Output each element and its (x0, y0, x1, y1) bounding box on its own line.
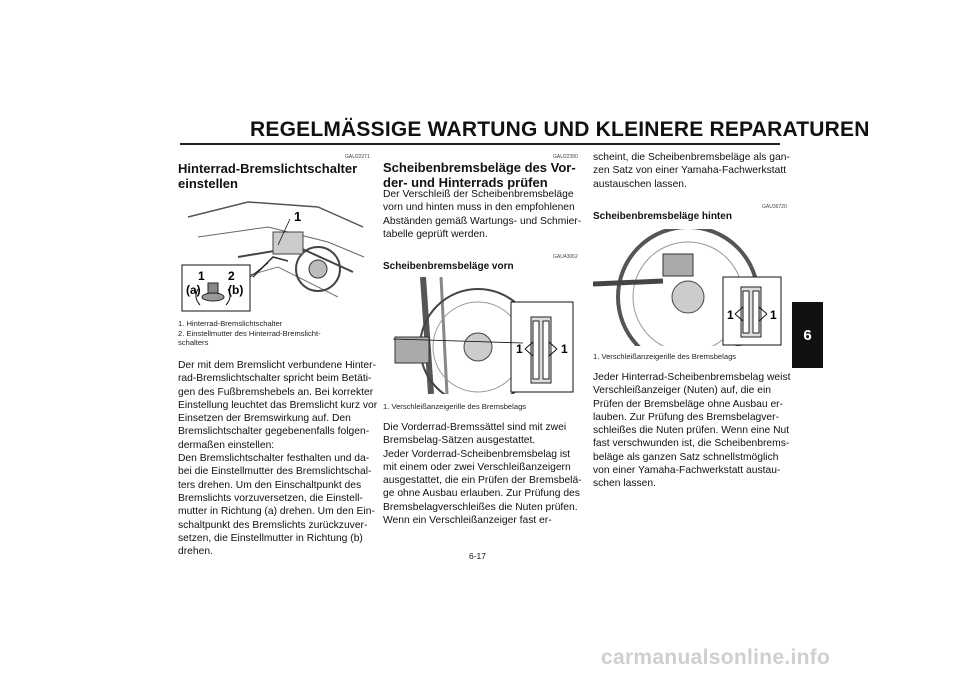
section-heading: Hinterrad-Bremslichtschalter einstellen (178, 161, 358, 191)
chapter-tab[interactable]: 6 (792, 302, 823, 368)
body-text: Der mit dem Bremslicht verbundene Hinter- rad-Bremslichtschalter spricht beim Betäti- gen des Fußbremshebels an. Bei korrekter Einstellung leuchtet das Bremslicht kurz vor Einsetzen der Bremswirkung auf. Den Bremslichtschalter gegebenenfalls folgen- dermaßen einstellen: Den Bremslichtschalter festhalten und da- bei die Einstellmutter des Bremslichtschal- ters drehen. Um den Einschaltpunkt des Bremslichts vorzuversetzen, die Einstell- mutter in Richtung (a) drehen. Um den Ein- schaltpunkt des Bremslichts zurückzuver- setzen, die Einstellmutter in Richtung (b) drehen. (178, 360, 378, 558)
page-title: REGELMÄSSIGE WARTUNG UND KLEINERE REPARATUREN (250, 118, 870, 141)
section-code: GAU22390 (553, 154, 578, 160)
section-code: GAU43062 (553, 254, 578, 260)
body-text: Jeder Hinterrad-Scheibenbremsbelag weist Verschleißanzeiger (Nuten) auf, die ein Prüfen der Bremsbeläge ohne Ausbau er- lauben. Zur Prüfung des Bremsbelagver- schleißes die Nuten prüfen. Wenn eine Nut fast verschwunden ist, die Scheibenbrems- beläge als ganzen Satz schnellstmöglich von einer Yamaha-Fachwerkstatt austau- schen lassen. (593, 372, 791, 490)
intro-text: Der Verschleiß der Scheibenbremsbeläge vorn und hinten muss in den empfohlenen Abständen gemäß Wartungs- und Schmier- tabelle geprüft werden. (383, 189, 582, 240)
intro-text: scheint, die Scheibenbremsbeläge als gan- zen Satz von einer Yamaha-Fachwerkstatt austauschen lassen. (593, 152, 790, 190)
front-brake-pad-figure (383, 277, 575, 394)
page-number: 6-17 (469, 551, 487, 561)
section-heading: Scheibenbremsbeläge des Vor- der- und Hinterrads prüfen (383, 160, 576, 190)
inset-label-1: 1 (198, 269, 205, 283)
section-code: GAU36720 (762, 204, 787, 210)
figure-caption: 1. Hinterrad-Bremslichtschalter 2. Einstellmutter des Hinterrad-Bremslicht- schalters (178, 319, 321, 347)
body-text: Die Vorderrad-Bremssättel sind mit zwei Bremsbelag-Sätzen ausgestattet. Jeder Vorderrad-Scheibenbremsbelag ist mit einem oder zwei Verschleißanzeigern ausgestattet, die ein Prüfen der Bremsbelä- ge ohne Ausbau erlauben. Zur Prüfung des Bremsbelagverschleißes die Nuten prüfen. Wenn ein Verschleißanzeiger fast er- (383, 422, 582, 527)
subheading: Scheibenbremsbeläge hinten (593, 211, 732, 222)
figure-label-left: 1 (727, 308, 734, 322)
figure-caption: 1. Verschleißanzeigerille des Bremsbelags (593, 352, 737, 361)
figure-caption: 1. Verschleißanzeigerille des Bremsbelags (383, 402, 527, 411)
subheading: Scheibenbremsbeläge vorn (383, 261, 514, 272)
figure-label-right: 1 (561, 342, 568, 356)
inset-label-b: (b) (228, 283, 244, 297)
figure-callout-1: 1 (294, 209, 302, 224)
inset-label-a: (a) (186, 283, 201, 297)
figure-label-left: 1 (516, 342, 523, 356)
brake-light-switch-figure (178, 197, 366, 314)
inset-label-2: 2 (228, 269, 235, 283)
watermark: carmanualsonline.info (601, 646, 831, 669)
section-code: GAU22271 (345, 154, 370, 160)
title-rule (180, 143, 780, 145)
rear-brake-pad-figure (593, 229, 783, 346)
figure-label-right: 1 (770, 308, 777, 322)
